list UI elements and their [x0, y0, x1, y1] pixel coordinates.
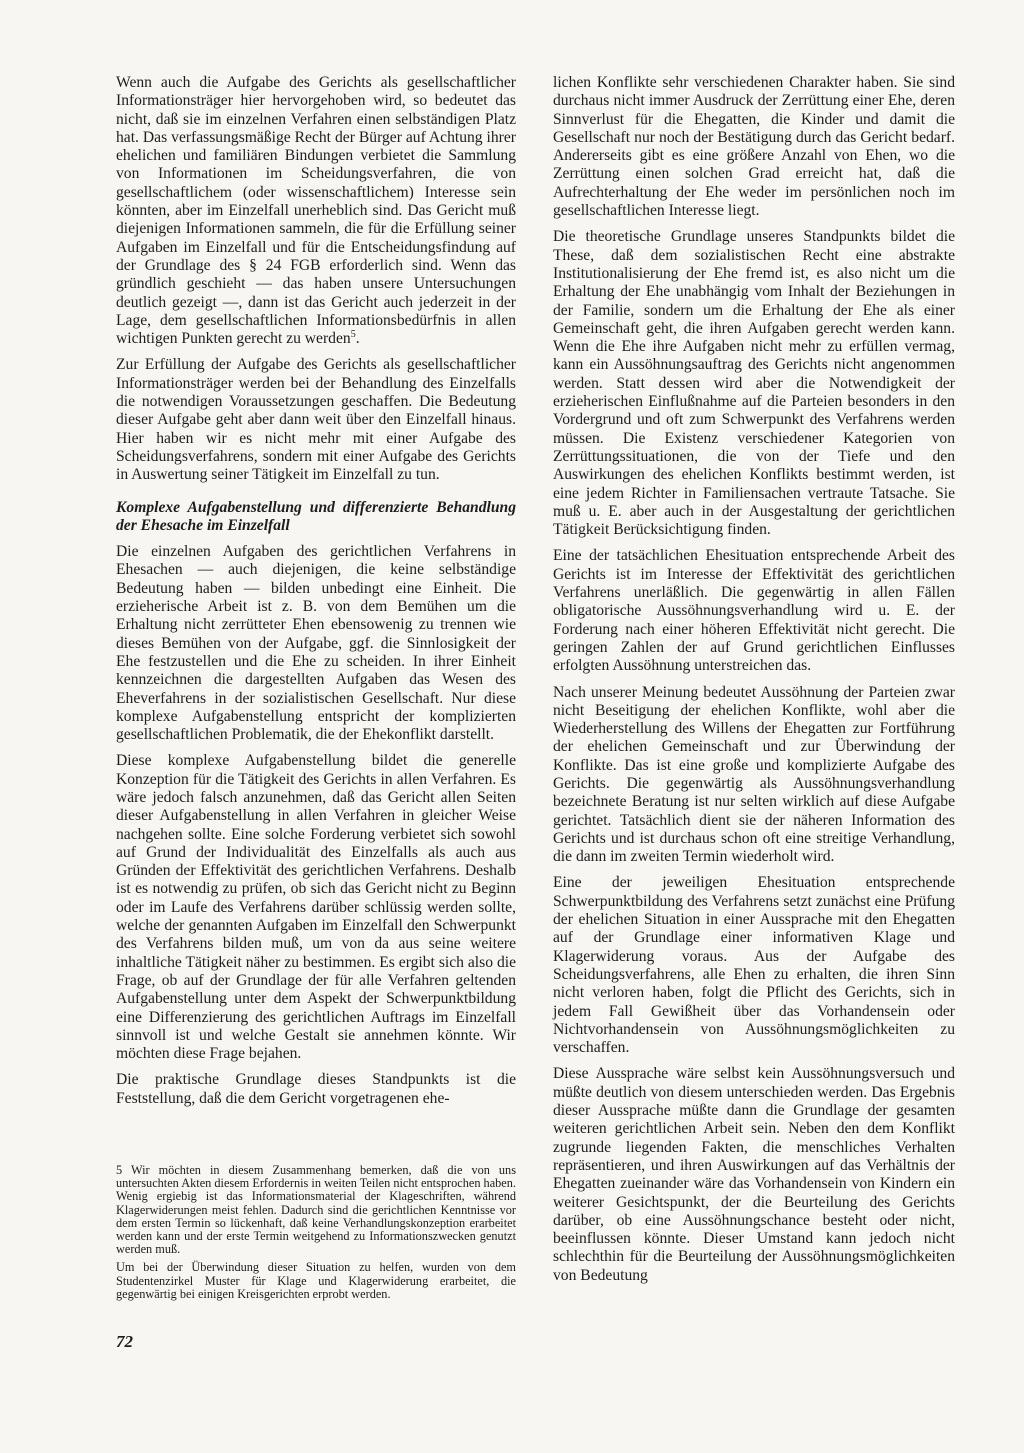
paragraph: Nach unserer Meinung bedeutet Aussöhnung der Parteien zwar nicht Beseitigung der ehelichen Konflikte, wohl aber die Wiederherstellung des Willens der Ehegatten zur Fortführung der ehelichen Gemeinschaft und zur Überwindung der Konflikte. Das ist eine große und komplizierte Aufgabe des Gerichts. Die gegenwärtig als Aussöhnungsverhandlung bezeichnete Beratung ist nur selten wirklich auf diese Aufgabe gerichtet. Tatsächlich dient sie der näheren Information des Gerichts und ist durchaus schon oft eine streitige Verhandlung, die dann im zweiten Termin wiederholt wird.: [553, 683, 955, 866]
footnote: 5 Wir möchten in diesem Zusammenhang bemerken, daß die von uns untersuchten Akten diesem Erfordernis in weiten Teilen nicht entsprochen haben. Wenig ergiebig ist das Informationsmaterial der Klageschriften, während Klagerwiderungen meist fehlen. Dadurch sind die gerichtlichen Kenntnisse vor dem ersten Termin so lückenhaft, daß keine Verhandlungskonzeption erarbeitet werden kann und der erste Termin weitgehend zu Informationszwecken genutzt werden muß.: [116, 1163, 516, 1257]
paragraph: Zur Erfüllung der Aufgabe des Gerichts als gesellschaftlicher Informationsträger werden bei der Behandlung des Einzelfalls die notwendigen Voraussetzungen geschaffen. Die Bedeutung dieser Aufgabe geht aber dann weit über den Einzelfall hinaus. Hier haben wir es nicht mehr mit einer Aufgabe des Scheidungsverfahrens, sondern mit einer Aufgabe des Gerichts in Auswertung seiner Tätigkeit im Einzelfall zu tun.: [116, 356, 516, 484]
paragraph: lichen Konflikte sehr verschiedenen Charakter haben. Sie sind durchaus nicht immer Ausdruck der Zerrüttung einer Ehe, deren Sinnverlust für die Ehegatten, die Kinder und damit die Gesellschaft nur noch der Bestätigung durch das Gericht bedarf. Andererseits gibt es eine größere Anzahl von Ehen, wo die Zerrüttung einen solchen Grad erreicht hat, daß die Aufrechterhaltung der Ehe weder im persönlichen noch im gesellschaftlichen Interesse liegt.: [553, 74, 955, 220]
page-number: 72: [116, 1332, 133, 1351]
paragraph-text: Wenn auch die Aufgabe des Gerichts als gesellschaftlicher Informationsträger hier hervorgehoben wird, so bedeutet das nicht, daß sie im einzelnen Verfahren einen selbständigen Platz hat. Das verfassungsmäßige Recht der Bürger auf Achtung ihrer ehelichen und familiären Bindungen verbietet die Sammlung von Informationen im Scheidungsverfahren, die von gesellschaftlichem (oder wissenschaftlichem) Interesse sein könnten, aber im Einzelfall unerheblich sind. Das Gericht muß diejenigen Informationen sammeln, die für die Erfüllung seiner Aufgaben im Einzelfall und für die Entscheidungsfindung auf der Grundlage des § 24 FGB erforderlich sind. Wenn das gründlich geschieht — das haben unsere Untersuchungen deutlich gezeigt —, dann ist das Gericht auch jederzeit in der Lage, dem gesellschaftlichen Informationsbedürfnis in allen wichtigen Punkten gerecht zu werden: [116, 74, 516, 348]
paragraph: Die theoretische Grundlage unseres Standpunkts bildet die These, daß dem sozialistischen Recht eine abstrakte Institutionalisierung der Ehe fremd ist, es also nicht um die Erhaltung der Ehe unabhängig vom Inhalt der Beziehungen in der Familie, sondern um die Erhaltung der Ehe als einer Gemeinschaft geht, die ihren Aufgaben gerecht werden kann. Wenn die Ehe ihre Aufgaben nicht mehr zu erfüllen vermag, kann ein Aussöhnungsauftrag des Gerichts nicht angenommen werden. Statt dessen wird aber die Notwendigkeit der erzieherischen Einflußnahme auf die Parteien besonders in den Vordergrund und oft zum Schwerpunkt des Verfahrens werden müssen. Die Existenz verschiedener Kategorien von Zerrüttungssituationen, die von der Tiefe und den Auswirkungen des ehelichen Konflikts bestimmt werden, ist eine jedem Richter in Familiensachen vertraute Tatsache. Sie muß u. E. aber auch in der Ausgestaltung der gerichtlichen Tätigkeit Berücksichtigung finden.: [553, 228, 955, 539]
right-column: [553, 74, 955, 1293]
section-heading: Komplexe Aufgabenstellung und differenzierte Behandlung der Ehesache im Einzelfall: [116, 498, 516, 534]
footnote-marker[interactable]: 5: [350, 328, 356, 340]
paragraph-end: .: [355, 330, 360, 348]
footnote: Um bei der Überwindung dieser Situation zu helfen, wurden von dem Studentenzirkel Muster für Klage und Klagerwiderung erarbeitet, die gegenwärtig bei einigen Kreisgerichten erprobt werden.: [116, 1260, 516, 1301]
paragraph: Eine der jeweiligen Ehesituation entsprechende Schwerpunktbildung des Verfahrens setzt zunächst eine Prüfung der ehelichen Situation in einer Aussprache mit den Ehegatten auf der Grundlage einer informativen Klage und Klagerwiderung voraus. Aus der Aufgabe des Scheidungsverfahrens, alle Ehen zu erhalten, die ihren Sinn nicht verloren haben, folgt die Pflicht des Gerichts, sich in jedem Fall Gewißheit über das Vorhandensein oder Nichtvorhandensein von Aussöhnungsmöglichkeiten zu verschaffen.: [553, 874, 955, 1057]
paragraph: [116, 74, 516, 348]
paragraph: Diese komplexe Aufgabenstellung bildet die generelle Konzeption für die Tätigkeit des Gerichts in allen Verfahren. Es wäre jedoch falsch anzunehmen, daß das Gericht allen Seiten dieser Aufgabenstellung in allen Verfahren in gleicher Weise nachgehen sollte. Eine solche Forderung verbietet sich sowohl auf Grund der Individualität des Einzelfalls als auch aus Gründen der Effektivität des gerichtlichen Verfahrens. Deshalb ist es notwendig zu prüfen, ob sich das Gericht nicht zu Beginn oder im Laufe des Verfahrens darüber schlüssig werden sollte, welche der genannten Aufgaben im Einzelfall den Schwerpunkt des Verfahrens bilden muß, um von da aus seine weitere inhaltliche Tätigkeit näher zu bestimmen. Es ergibt sich also die Frage, ob auf der Grundlage der für alle Verfahren geltenden Aufgabenstellung unter dem Aspekt der Schwerpunktbildung eine Differenzierung des gerichtlichen Auftrags im Einzelfall sinnvoll ist und welche Gestalt sie annehmen könnte. Wir möchten diese Frage bejahen.: [116, 752, 516, 1063]
paragraph: Die praktische Grundlage dieses Standpunkts ist die Feststellung, daß die dem Gericht vorgetragenen ehe-: [116, 1071, 516, 1107]
paragraph: Die einzelnen Aufgaben des gerichtlichen Verfahrens in Ehesachen — auch diejenigen, die keine selbständige Bedeutung haben — bilden unbedingt eine Einheit. Die erzieherische Arbeit ist z. B. von dem Bemühen um die Erhaltung nicht zerrütteter Ehen ebensowenig zu trennen wie dieses Bemühen von der Aufgabe, ggf. die Sinnlosigkeit der Ehe festzustellen und die Ehe zu scheiden. In ihrer Einheit kennzeichnen die dargestellten Aufgaben das Wesen des Eheverfahrens in der sozialistischen Gesellschaft. Nur diese komplexe Aufgabenstellung entspricht der komplizierten gesellschaftlichen Problematik, die der Ehekonflikt darstellt.: [116, 543, 516, 744]
left-column: [116, 74, 516, 1116]
paragraph: Eine der tatsächlichen Ehesituation entsprechende Arbeit des Gerichts ist im Interesse der Effektivität des gerichtlichen Verfahrens unerläßlich. Die gegenwärtig in allen Fällen obligatorische Aussöhnungsverhandlung wird u. E. der Forderung nach einer höheren Effektivität nicht gerecht. Die geringen Zahlen der auf Grund gerichtlichen Einflusses erfolgten Aussöhnung unterstreichen das.: [553, 547, 955, 675]
paragraph: Diese Aussprache wäre selbst kein Aussöhnungsversuch und müßte deutlich von diesem unterschieden werden. Das Ergebnis dieser Aussprache müßte dann die Grundlage der gesamten weiteren gerichtlichen Arbeit sein. Neben den dem Konflikt zugrunde liegenden Fakten, die menschliches Verhalten repräsentieren, und ihren Auswirkungen auf das Verhältnis der Ehegatten zueinander wäre das Vorhandensein von Kindern ein weiterer Gesichtspunkt, der die Beurteilung des Gerichts darüber, ob eine Aussöhnungschance besteht oder nicht, beeinflussen könnte. Dieser Umstand kann jedoch nicht schlechthin für die Beurteilung der Aussöhnungsmöglichkeiten von Bedeutung: [553, 1065, 955, 1284]
footnotes: [116, 1164, 516, 1306]
